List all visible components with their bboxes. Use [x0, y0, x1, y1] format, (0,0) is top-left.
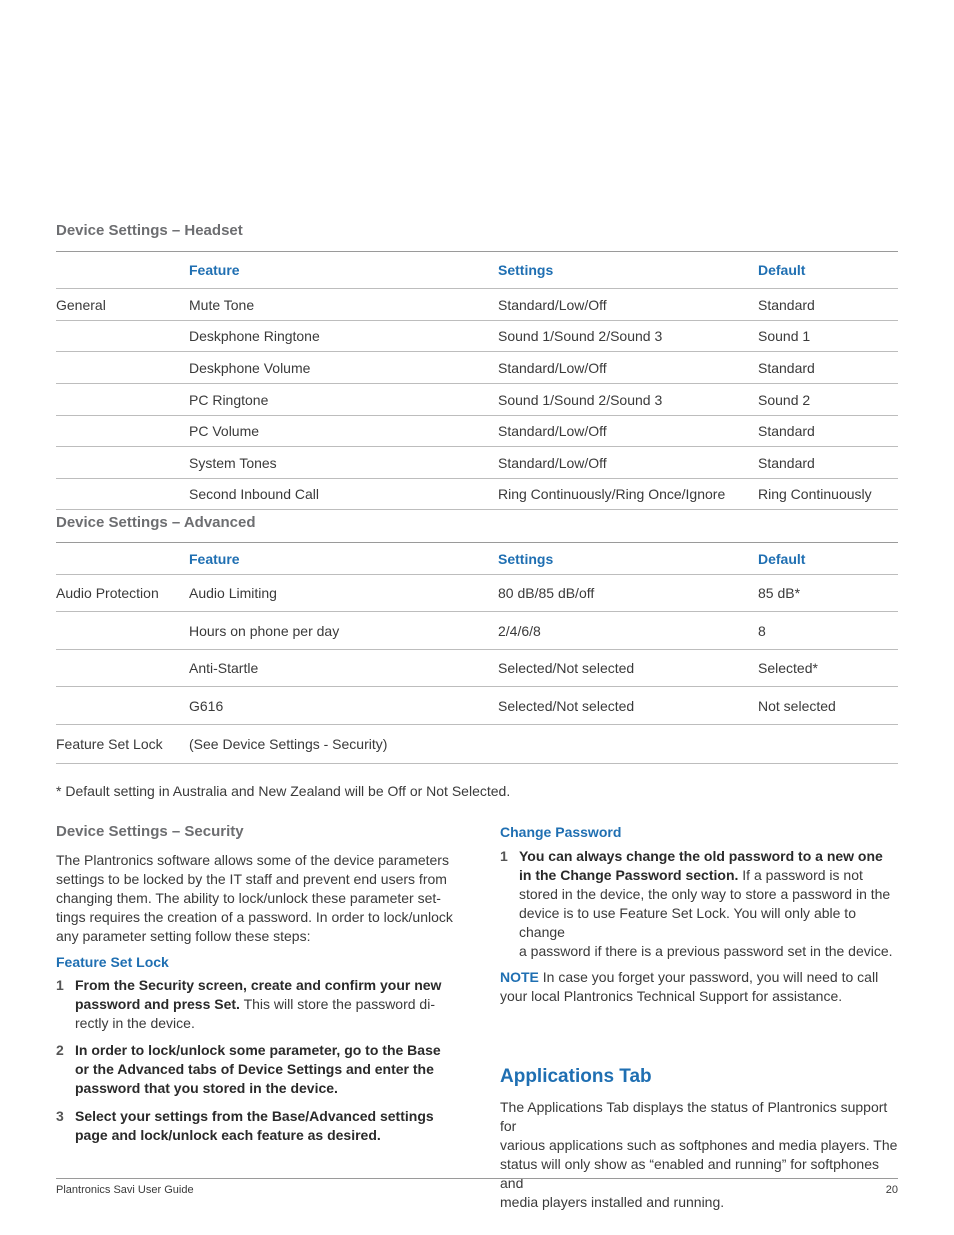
step-text	[75, 1041, 441, 1098]
header-default: Default	[758, 262, 806, 278]
step-bold-line: or the Advanced tabs of Device Settings and enter the	[75, 1061, 434, 1077]
row-feature: G616	[189, 697, 224, 714]
row-feature: Mute Tone	[189, 296, 255, 313]
row-feature: PC Volume	[189, 423, 260, 439]
table-row	[56, 575, 898, 612]
row-default: Sound 2	[758, 391, 811, 408]
row-default: Standard	[758, 423, 815, 439]
step-text	[519, 847, 900, 961]
step-text	[75, 1107, 434, 1145]
row-settings: Sound 1/Sound 2/Sound 3	[498, 328, 663, 344]
applications-description	[500, 1098, 900, 1212]
row-group	[56, 447, 189, 479]
headset-settings-table	[56, 251, 898, 510]
row-settings: Selected/Not selected	[498, 697, 635, 714]
row-group	[56, 687, 189, 725]
row-default	[758, 725, 898, 764]
header-default: Default	[758, 550, 806, 567]
step-bold-line: page and lock/unlock each feature as desired.	[75, 1127, 381, 1143]
step-normal-tail: If a password is not	[738, 867, 863, 883]
row-group: General	[56, 296, 106, 313]
intro-line: changing them. The ability to lock/unlock these parameter set-	[56, 890, 441, 906]
table-header-row	[56, 252, 898, 289]
row-feature: Hours on phone per day	[189, 622, 340, 639]
row-settings: Ring Continuously/Ring Once/Ignore	[498, 486, 726, 502]
description-line: The Applications Tab displays the status of Plantronics support for	[500, 1099, 888, 1134]
step-number: 1	[56, 977, 64, 993]
security-section-title: Device Settings – Security	[56, 823, 244, 840]
row-group	[56, 479, 189, 510]
row-feature: Second Inbound Call	[189, 486, 319, 502]
row-settings: 2/4/6/8	[498, 622, 541, 639]
row-group	[56, 650, 189, 687]
step-normal-line: a password if there is a previous password set in the device.	[519, 943, 893, 959]
table-row	[56, 725, 898, 764]
row-group	[56, 384, 189, 416]
feature-set-lock-title: Feature Set Lock	[56, 954, 169, 970]
row-feature: System Tones	[189, 454, 277, 471]
header-settings: Settings	[498, 550, 554, 567]
change-password-title: Change Password	[500, 824, 622, 840]
row-settings: Standard/Low/Off	[498, 296, 607, 313]
step-bold-line: password and press Set.	[75, 996, 240, 1012]
security-intro	[56, 851, 456, 946]
advanced-settings-table	[56, 542, 898, 764]
row-settings: Standard/Low/Off	[498, 359, 607, 376]
row-group	[56, 352, 189, 384]
footnote: * Default setting in Australia and New Zealand will be Off or Not Selected.	[56, 783, 511, 799]
note-text: In case you forget your password, you will need to call	[538, 969, 879, 985]
description-line: status will only show as “enabled and running” for softphones and	[500, 1156, 879, 1191]
step-normal-line: device is to use Feature Set Lock. You will only able to change	[519, 905, 856, 940]
footer-divider	[56, 1178, 898, 1179]
feature-set-lock-step-2	[56, 1041, 456, 1101]
row-default: Standard	[758, 359, 815, 376]
note-text-line: your local Plantronics Technical Support for assistance.	[500, 988, 843, 1004]
table-row	[56, 479, 898, 510]
step-bold-line: in the Change Password section.	[519, 867, 739, 883]
row-default: Standard	[758, 454, 815, 471]
table-row	[56, 612, 898, 650]
row-default: Not selected	[758, 697, 836, 714]
row-settings: 80 dB/85 dB/off	[498, 585, 595, 601]
step-normal-tail: This will store the password di-	[239, 996, 435, 1012]
row-group	[56, 416, 189, 447]
table-row	[56, 352, 898, 384]
step-text	[75, 976, 441, 1033]
applications-tab-title: Applications Tab	[500, 1066, 652, 1087]
password-note	[500, 968, 900, 1006]
row-feature: Audio Limiting	[189, 585, 277, 601]
row-default: Ring Continuously	[758, 486, 872, 502]
row-default: Selected*	[758, 660, 818, 676]
table-row	[56, 416, 898, 447]
step-bold-line: password that you stored in the device.	[75, 1080, 338, 1096]
intro-line: tings requires the creation of a password. In order to lock/unlock	[56, 909, 453, 925]
row-group: Feature Set Lock	[56, 736, 163, 752]
step-bold-line: From the Security screen, create and confirm your new	[75, 977, 442, 993]
row-settings: Selected/Not selected	[498, 660, 635, 676]
row-settings: Standard/Low/Off	[498, 454, 607, 471]
intro-line: The Plantronics software allows some of the device parameters	[56, 852, 449, 868]
row-feature: Anti-Startle	[189, 660, 259, 676]
row-group	[56, 612, 189, 650]
footer-title: Plantronics Savi User Guide	[56, 1184, 194, 1196]
table-row	[56, 447, 898, 479]
header-feature: Feature	[189, 550, 240, 567]
step-number: 3	[56, 1108, 64, 1124]
note-label: NOTE	[500, 969, 539, 985]
table-row	[56, 650, 898, 687]
table-header-row	[56, 543, 898, 575]
row-default: Sound 1	[758, 328, 811, 344]
page-number: 20	[885, 1184, 898, 1196]
row-settings	[498, 725, 758, 764]
row-default: 8	[758, 622, 766, 639]
table-row	[56, 687, 898, 725]
description-line: various applications such as softphones and media players. The	[500, 1137, 898, 1153]
step-normal-line: stored in the device, the only way to store a password in the	[519, 886, 891, 902]
step-number: 2	[56, 1042, 64, 1058]
description-line: media players installed and running.	[500, 1194, 725, 1210]
row-group	[56, 321, 189, 352]
table-row	[56, 321, 898, 352]
step-bold-line: You can always change the old password to a new one	[519, 848, 883, 864]
row-settings: Sound 1/Sound 2/Sound 3	[498, 391, 663, 408]
header-settings: Settings	[498, 262, 554, 278]
step-number: 1	[500, 848, 508, 864]
step-bold-line: Select your settings from the Base/Advanced settings	[75, 1108, 434, 1124]
row-feature: PC Ringtone	[189, 391, 269, 408]
headset-section-title: Device Settings – Headset	[56, 222, 243, 239]
step-bold-line: In order to lock/unlock some parameter, go to the Base	[75, 1042, 441, 1058]
table-row	[56, 384, 898, 416]
step-normal-line: rectly in the device.	[75, 1015, 195, 1031]
row-group: Audio Protection	[56, 585, 159, 601]
intro-line: settings to be locked by the IT staff and prevent end users from	[56, 871, 447, 887]
row-feature: Deskphone Ringtone	[189, 328, 320, 344]
intro-line: any parameter setting follow these steps:	[56, 928, 311, 944]
table-row	[56, 289, 898, 321]
row-default: 85 dB*	[758, 585, 801, 601]
row-feature: (See Device Settings - Security)	[189, 736, 388, 752]
header-feature: Feature	[189, 262, 240, 278]
change-password-step-1	[500, 847, 900, 959]
feature-set-lock-step-3	[56, 1107, 456, 1147]
row-feature: Deskphone Volume	[189, 359, 311, 376]
feature-set-lock-step-1	[56, 976, 456, 1036]
advanced-section-title: Device Settings – Advanced	[56, 514, 256, 531]
row-default: Standard	[758, 296, 815, 313]
row-settings: Standard/Low/Off	[498, 423, 607, 439]
